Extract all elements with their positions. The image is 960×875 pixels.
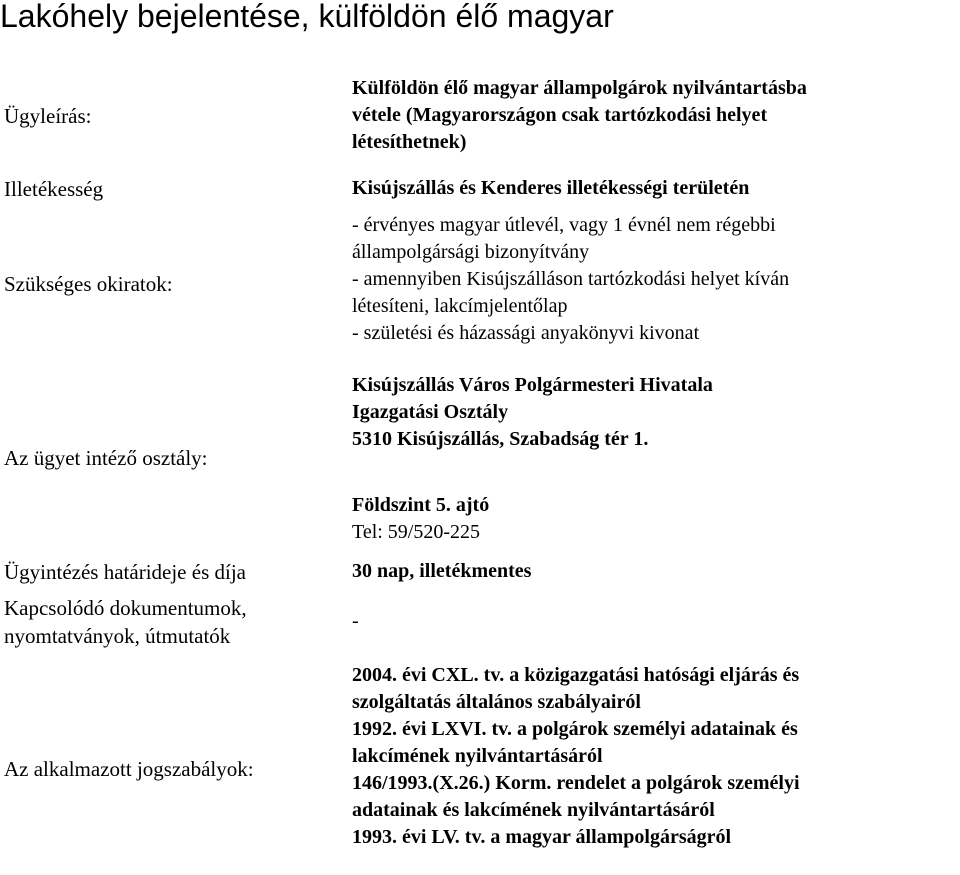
value-illetekesseg: Kisújszállás és Kenderes illetékességi területén (352, 177, 750, 199)
label-okiratok: Szükséges okiratok: (4, 272, 173, 296)
ugyleiras-line: Külföldön élő magyar állampolgárok nyilvántartásba (352, 77, 807, 99)
label-ugyleiras: Ügyleírás: (4, 104, 92, 128)
label-illetekesseg: Illetékesség (4, 177, 104, 201)
okirat-line: - amennyiben Kisújszálláson tartózkodási helyet kíván (352, 268, 790, 290)
jogszabaly-line: 1993. évi LV. tv. a magyar állampolgárságról (352, 826, 732, 848)
ugyleiras-line: vétele (Magyarországon csak tartózkodási helyet (352, 104, 768, 126)
value-dokumentumok: - (352, 610, 359, 632)
ugyleiras-line: létesíthetnek) (352, 131, 467, 153)
label-dokumentumok (4, 594, 247, 650)
jogszabaly-line: 146/1993.(X.26.) Korm. rendelet a polgárok személyi (352, 772, 800, 794)
value-okiratok (352, 212, 789, 347)
value-tel: Tel: 59/520-225 (352, 521, 481, 543)
value-ugyleiras (352, 75, 807, 156)
jogszabaly-line: szolgáltatás általános szabályairól (352, 691, 641, 713)
value-hatarido: 30 nap, illetékmentes (352, 560, 532, 582)
jogszabaly-line: 1992. évi LXVI. tv. a polgárok személyi adatainak és (352, 718, 798, 740)
dokumentumok-label-line: Kapcsolódó dokumentumok, (4, 596, 247, 620)
value-hivatal: Kisújszállás Város Polgármesteri Hivatala (352, 374, 713, 396)
okirat-line: - születési és házassági anyakönyvi kivonat (352, 322, 700, 344)
label-jogszabalyok: Az alkalmazott jogszabályok: (4, 757, 254, 781)
label-osztaly: Az ügyet intéző osztály: (4, 446, 208, 470)
jogszabaly-line: 2004. évi CXL. tv. a közigazgatási hatósági eljárás és (352, 664, 800, 686)
page-title: Lakóhely bejelentése, külföldön élő magyar (0, 0, 614, 34)
value-osztaly-nev: Igazgatási Osztály (352, 401, 509, 423)
value-cim: 5310 Kisújszállás, Szabadság tér 1. (352, 428, 649, 450)
okirat-line: állampolgársági bizonyítvány (352, 241, 590, 263)
okirat-line: - érvényes magyar útlevél, vagy 1 évnél nem régebbi (352, 214, 776, 236)
okirat-line: létesíteni, lakcímjelentőlap (352, 295, 568, 317)
value-jogszabalyok (352, 662, 800, 851)
jogszabaly-line: lakcímének nyilvántartásáról (352, 745, 603, 767)
label-hatarido: Ügyintézés határideje és díja (4, 560, 246, 584)
value-emelet: Földszint 5. ajtó (352, 494, 490, 516)
jogszabaly-line: adatainak és lakcímének nyilvántartásáról (352, 799, 715, 821)
dokumentumok-label-line: nyomtatványok, útmutatók (4, 624, 231, 648)
